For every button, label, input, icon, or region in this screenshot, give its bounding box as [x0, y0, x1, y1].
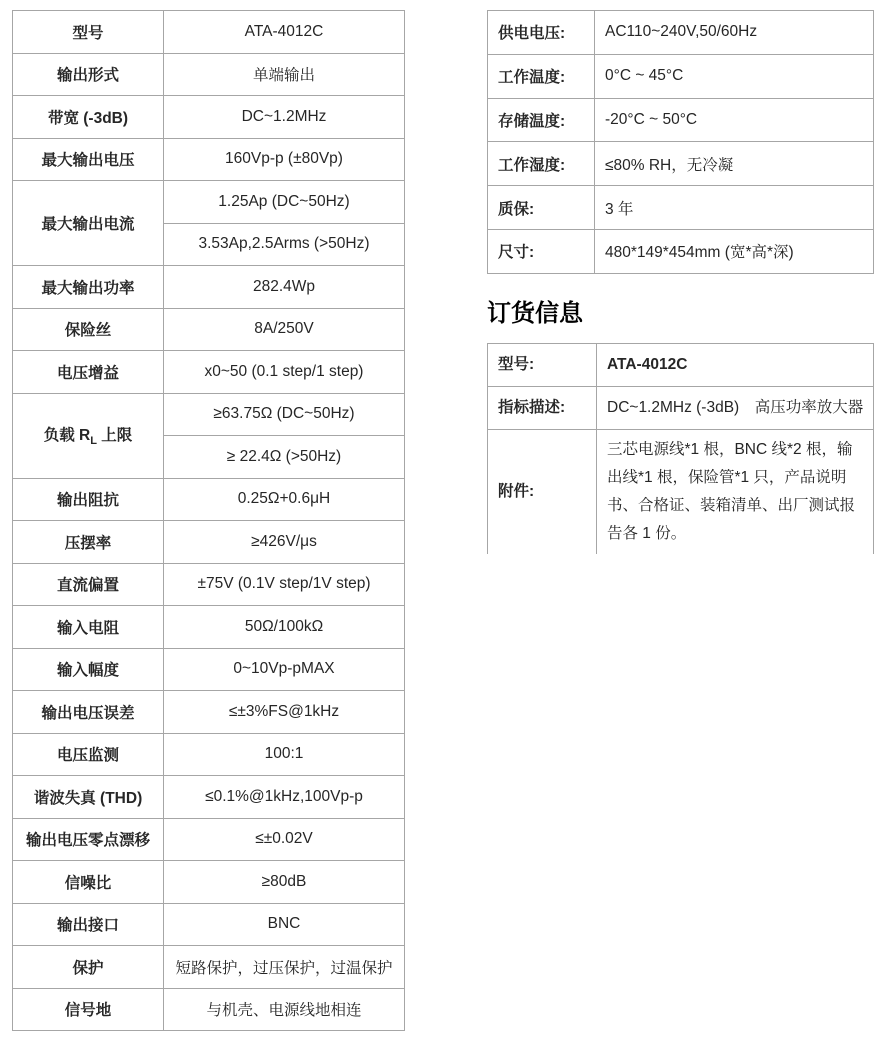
env-row-value: 0°C ~ 45°C [595, 54, 874, 98]
spec-row-value: 单端输出 [164, 53, 405, 96]
spec-row-label: 输出接口 [13, 903, 164, 946]
load-label-suffix: 上限 [96, 427, 133, 445]
spec-row-label: 谐波失真 (THD) [13, 776, 164, 819]
env-row-value: -20°C ~ 50°C [595, 98, 874, 142]
spec-row-label: 保险丝 [13, 308, 164, 351]
spec-row-value: 160Vp-p (±80Vp) [164, 138, 405, 181]
order-row-label: 指标描述: [488, 386, 597, 429]
table-row [488, 229, 874, 273]
table-row [13, 818, 405, 861]
spec-row-value: 0.25Ω+0.6μH [164, 478, 405, 521]
table-row [13, 11, 405, 54]
spec-row-label: 直流偏置 [13, 563, 164, 606]
spec-row-value: ≤±3%FS@1kHz [164, 691, 405, 734]
table-row [488, 11, 874, 55]
env-row-label: 质保: [488, 186, 595, 230]
load-label-subscript: L [90, 435, 97, 448]
table-row [13, 266, 405, 309]
spec-row-value: ≥ 22.4Ω (>50Hz) [164, 436, 405, 479]
order-row-label: 型号: [488, 343, 597, 386]
table-row [488, 142, 874, 186]
table-row [13, 351, 405, 394]
spec-row-label: 输出电压误差 [13, 691, 164, 734]
table-row [13, 96, 405, 139]
env-row-label: 供电电压: [488, 11, 595, 55]
env-row-value: 480*149*454mm (宽*高*深) [595, 229, 874, 273]
table-row [488, 429, 874, 554]
spec-row-value: 短路保护，过压保护，过温保护 [164, 946, 405, 989]
spec-row-value: ATA-4012C [164, 11, 405, 54]
spec-row-label: 输出电压零点漂移 [13, 818, 164, 861]
spec-table [12, 10, 405, 1031]
spec-row-label: 电压监测 [13, 733, 164, 776]
order-row-value: DC~1.2MHz (-3dB) 高压功率放大器 [597, 386, 874, 429]
table-row [488, 343, 874, 386]
spec-row-label: 电压增益 [13, 351, 164, 394]
table-row [13, 181, 405, 224]
table-row [13, 988, 405, 1031]
spec-row-label: 压摆率 [13, 521, 164, 564]
spec-row-value: DC~1.2MHz [164, 96, 405, 139]
table-row [488, 98, 874, 142]
spec-row-value: x0~50 (0.1 step/1 step) [164, 351, 405, 394]
ordering-table [487, 343, 874, 554]
env-row-label: 尺寸: [488, 229, 595, 273]
spec-row-value: 8A/250V [164, 308, 405, 351]
spec-row-label: 最大输出电流 [13, 181, 164, 266]
environment-table [487, 10, 874, 274]
spec-row-value: 3.53Ap,2.5Arms (>50Hz) [164, 223, 405, 266]
env-row-label: 存储温度: [488, 98, 595, 142]
spec-row-value: 与机壳、电源线地相连 [164, 988, 405, 1031]
spec-row-value: 50Ω/100kΩ [164, 606, 405, 649]
table-row [13, 606, 405, 649]
table-row [13, 691, 405, 734]
table-row [13, 478, 405, 521]
spec-row-value: ≥80dB [164, 861, 405, 904]
ordering-table-body [488, 343, 874, 554]
right-column [487, 10, 874, 554]
table-row [13, 861, 405, 904]
spec-row-label: 输出形式 [13, 53, 164, 96]
spec-row-value: ≥63.75Ω (DC~50Hz) [164, 393, 405, 436]
spec-row-label: 最大输出功率 [13, 266, 164, 309]
spec-row-label: 信噪比 [13, 861, 164, 904]
table-row [13, 776, 405, 819]
env-row-value: ≤80% RH，无冷凝 [595, 142, 874, 186]
table-row [13, 53, 405, 96]
table-row [488, 186, 874, 230]
table-row [13, 946, 405, 989]
spec-row-label: 带宽 (-3dB) [13, 96, 164, 139]
spec-row-value: 100:1 [164, 733, 405, 776]
table-row [13, 733, 405, 776]
order-row-value: ATA-4012C [597, 343, 874, 386]
table-row [13, 563, 405, 606]
spec-row-value: BNC [164, 903, 405, 946]
spec-row-label: 保护 [13, 946, 164, 989]
table-row [13, 138, 405, 181]
table-row [13, 903, 405, 946]
table-row [488, 54, 874, 98]
environment-table-body [488, 11, 874, 274]
spec-row-label: 输入幅度 [13, 648, 164, 691]
table-row [13, 648, 405, 691]
spec-row-value: ≤0.1%@1kHz,100Vp-p [164, 776, 405, 819]
ordering-info-heading: 订货信息 [487, 299, 583, 327]
spec-row-label: 型号 [13, 11, 164, 54]
order-row-value: 三芯电源线*1 根，BNC 线*2 根，输出线*1 根，保险管*1 只，产品说明书、合格证、装箱清单、出厂测试报告各 1 份。 [597, 429, 874, 554]
table-row [488, 386, 874, 429]
spec-row-label [13, 393, 164, 478]
spec-row-label: 信号地 [13, 988, 164, 1031]
spec-row-label: 输出阻抗 [13, 478, 164, 521]
order-row-label: 附件: [488, 429, 597, 554]
env-row-label: 工作温度: [488, 54, 595, 98]
spec-row-value: ±75V (0.1V step/1V step) [164, 563, 405, 606]
env-row-value: 3 年 [595, 186, 874, 230]
table-row [13, 308, 405, 351]
spec-table-body [13, 11, 405, 1031]
env-row-value: AC110~240V,50/60Hz [595, 11, 874, 55]
table-row [13, 521, 405, 564]
env-row-label: 工作湿度: [488, 142, 595, 186]
spec-row-value: 1.25Ap (DC~50Hz) [164, 181, 405, 224]
spec-row-label: 最大输出电压 [13, 138, 164, 181]
spec-row-value: 0~10Vp-pMAX [164, 648, 405, 691]
spec-row-value: ≥426V/μs [164, 521, 405, 564]
spec-row-value: 282.4Wp [164, 266, 405, 309]
spec-row-label: 输入电阻 [13, 606, 164, 649]
spec-row-value: ≤±0.02V [164, 818, 405, 861]
table-row [13, 393, 405, 436]
load-label-prefix: 负载 R [43, 427, 91, 445]
